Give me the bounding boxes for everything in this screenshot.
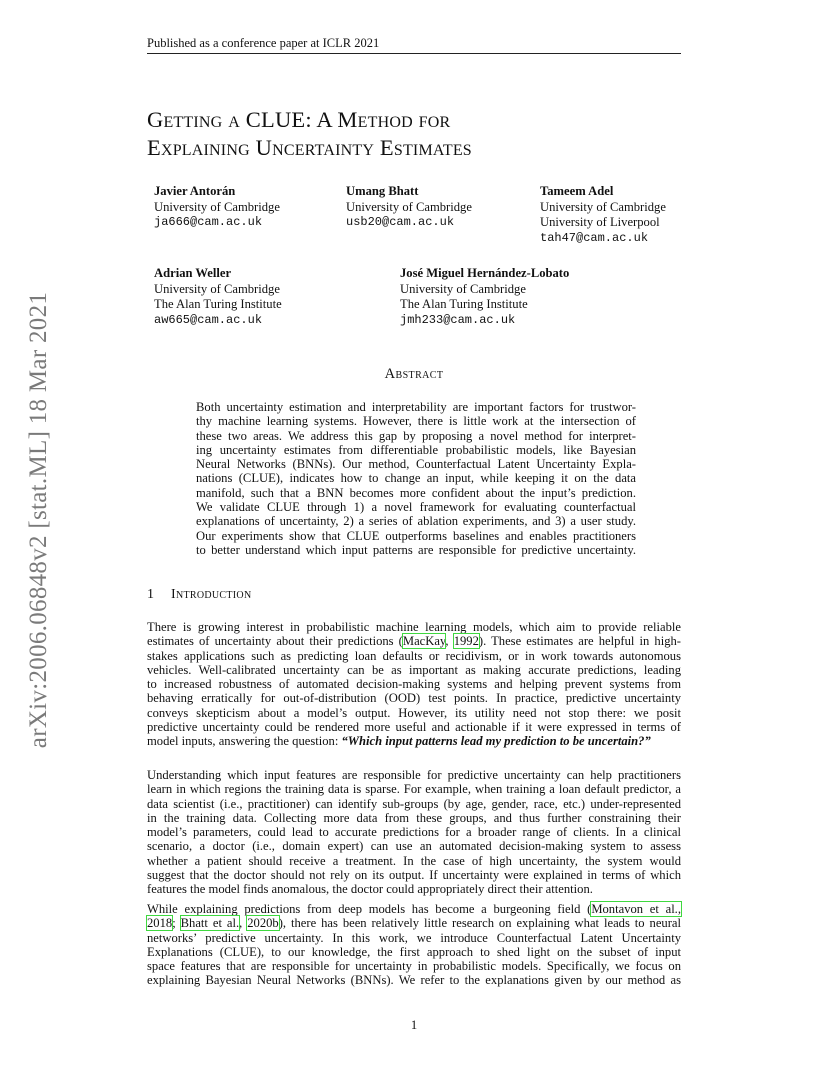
text-run: model inputs, answering the question: <box>147 734 342 749</box>
abstract-line: We validate CLUE through 1) a novel framework for evaluating counterfactual <box>196 500 636 515</box>
author-affiliation: University of Cambridge <box>400 281 526 296</box>
paragraph-line: data scientist (i.e., practitioner) can identify sub-groups (by age, gender, race, etc.) under-represented <box>147 796 681 811</box>
paragraph-line: suggest that the doctor should not rely on its output. If uncertainty were explained in terms of which <box>147 868 681 883</box>
paragraph-line <box>147 734 681 748</box>
title-smallcaps-2: Explaining Uncertainty Estimates <box>147 135 472 160</box>
paragraph-line <box>147 916 681 930</box>
abstract-line: ing uncertainty estimates from differentiable probabilistic models, like Bayesian <box>196 442 636 457</box>
citation-link[interactable]: Montavon et al., <box>591 902 681 916</box>
paper-title <box>147 106 707 162</box>
abstract-line: thy machine learning systems. However, there is little work at the intersection of <box>196 414 636 429</box>
author-name: Umang Bhatt <box>346 184 419 198</box>
author-email[interactable]: usb20@cam.ac.uk <box>346 215 455 229</box>
abstract-line: to better understand which input patterns are responsible for predictive uncertainty. <box>196 542 636 557</box>
paragraph-line: learn in which regions the training data is sparse. For example, when training a loan default predictor, a <box>147 782 681 797</box>
author-name: José Miguel Hernández-Lobato <box>400 266 570 280</box>
research-question: “Which input patterns lead my prediction to be uncertain?” <box>341 734 651 749</box>
paragraph-line: scenario, a doctor (i.e., domain expert) can use an automated decision-making system to assess <box>147 839 681 854</box>
abstract-line: Neural Networks (BNNs). Our method, Counterfactual Latent Uncertainty Expla- <box>196 457 636 472</box>
paragraph-line: model’s parameters, could lead to accurate predictions for a broader range of clients. In a clinical <box>147 825 681 840</box>
section-number: 1 <box>147 587 155 602</box>
abstract-line: Our experiments show that CLUE outperforms baselines and enables practitioners <box>196 528 636 543</box>
paragraph-line: whether a patient should receive a treatment. In the case of high uncertainty, the system would <box>147 853 681 868</box>
author-affiliation: University of Liverpool <box>540 215 660 229</box>
text-run: ). These estimates are helpful in high- <box>478 634 682 649</box>
section-title: Introduction <box>171 587 252 602</box>
page-number: 1 <box>410 1018 418 1032</box>
paragraph-line: predictive uncertainty could be rendered more useful and actionable if it were expressed in terms of <box>147 720 681 735</box>
title-line-2 <box>147 134 707 162</box>
author-email[interactable]: jmh233@cam.ac.uk <box>400 312 516 327</box>
author-email[interactable]: aw665@cam.ac.uk <box>154 312 263 327</box>
author-affiliation: The Alan Turing Institute <box>400 297 528 311</box>
author-block <box>154 184 280 231</box>
header-rule <box>147 53 681 54</box>
paragraph-line <box>147 902 681 916</box>
text-run: While explaining predictions from deep models has become a burgeoning field ( <box>147 902 592 916</box>
author-affiliation: University of Cambridge <box>154 199 280 214</box>
paragraph-line: Explanations (CLUE), to our knowledge, the first approach to shed light on the subset of input <box>147 944 681 959</box>
author-affiliation: University of Cambridge <box>346 199 472 214</box>
citation-link[interactable]: 2018 <box>147 916 173 931</box>
author-email[interactable]: ja666@cam.ac.uk <box>154 215 263 229</box>
intro-paragraph-2 <box>147 768 681 897</box>
arxiv-stamp[interactable] <box>19 280 59 760</box>
paragraph-line: Understanding which input features are responsible for predictive uncertainty can help practitioners <box>147 768 681 782</box>
title-smallcaps-1: Getting a CLUE: A Method for <box>147 107 451 132</box>
section-heading <box>147 587 251 603</box>
author-name: Adrian Weller <box>154 266 232 280</box>
text-run: ; <box>172 916 181 931</box>
arxiv-identifier: arXiv:2006.06848v2 [stat.ML] 18 Mar 2021 <box>25 291 52 749</box>
paragraph-line: behaving erratically for out-of-distribution (OOD) test points. In practice, predictive uncertainty <box>147 691 681 706</box>
text-run: , <box>239 916 248 931</box>
text-run: estimates of uncertainty about their predictions ( <box>147 634 403 649</box>
citation-link[interactable]: Bhatt et al. <box>180 916 240 931</box>
paragraph-line: features the model finds anomalous, the doctor could appropriately direct their attention. <box>147 882 593 897</box>
abstract-body <box>196 400 636 557</box>
author-block <box>400 266 569 328</box>
author-affiliation: University of Cambridge <box>154 281 280 296</box>
author-name: Javier Antorán <box>154 184 236 198</box>
intro-paragraph-3 <box>147 902 681 988</box>
abstract-line: Both uncertainty estimation and interpretability are important factors for trustwor- <box>196 400 636 414</box>
text-run: , <box>445 634 454 649</box>
paragraph-line: space features that are responsible for uncertainty in probabilistic models. Specifically, we focus on <box>147 959 681 974</box>
author-affiliation: The Alan Turing Institute <box>154 297 282 311</box>
paragraph-line: There is growing interest in probabilistic machine learning models, which aim to provide reliable <box>147 620 681 634</box>
paragraph-line: to increased robustness of automated decision-making systems and helping prevent systems from <box>147 677 681 692</box>
citation-link[interactable]: 2020b <box>247 916 279 931</box>
paragraph-line: stakes applications such as predicting loan defaults or recidivism, or in work towards autonomous <box>147 648 681 663</box>
author-email[interactable]: tah47@cam.ac.uk <box>540 230 649 245</box>
citation-link[interactable]: MacKay <box>402 634 446 649</box>
paragraph-line: networks’ predictive uncertainty. In this work, we introduce Counterfactual Latent Uncertainty <box>147 930 681 945</box>
text-run: ), there has been relatively little research on explaining what leads to neural <box>278 916 681 931</box>
paragraph-line <box>147 634 681 648</box>
paragraph-line: conveys skepticism about a model’s output. However, its utility need not stop there: we posit <box>147 705 681 720</box>
paragraph-line: in the training data. Collecting more data from these groups, and thus further constraining their <box>147 810 681 825</box>
author-name: Tameem Adel <box>540 184 614 198</box>
author-affiliation: University of Cambridge <box>540 199 666 214</box>
title-line-1 <box>147 106 707 134</box>
intro-paragraph-1 <box>147 620 681 749</box>
paragraph-line: explaining Bayesian Neural Networks (BNNs). We refer to the explanations given by our method as <box>147 973 681 988</box>
abstract-line: explanations of uncertainty, 2) a series of ablation experiments, and 3) a user study. <box>196 514 636 529</box>
abstract-line: nations (CLUE), indicates how to change an input, while keeping it on the data <box>196 471 636 486</box>
paragraph-line: vehicles. Well-calibrated uncertainty can be as important as making accurate predictions, leading <box>147 662 681 677</box>
author-block <box>346 184 472 231</box>
conference-note: Published as a conference paper at ICLR 2021 <box>147 36 380 50</box>
author-block <box>540 184 666 246</box>
abstract-line: manifold, such that a BNN becomes more confident about the input’s prediction. <box>196 485 636 500</box>
abstract-heading <box>0 366 828 383</box>
abstract-line: these two areas. We address this gap by proposing a novel method for interpret- <box>196 428 636 443</box>
citation-link[interactable]: 1992 <box>453 634 479 649</box>
abstract-heading-text: Abstract <box>384 366 444 382</box>
author-block <box>154 266 282 328</box>
